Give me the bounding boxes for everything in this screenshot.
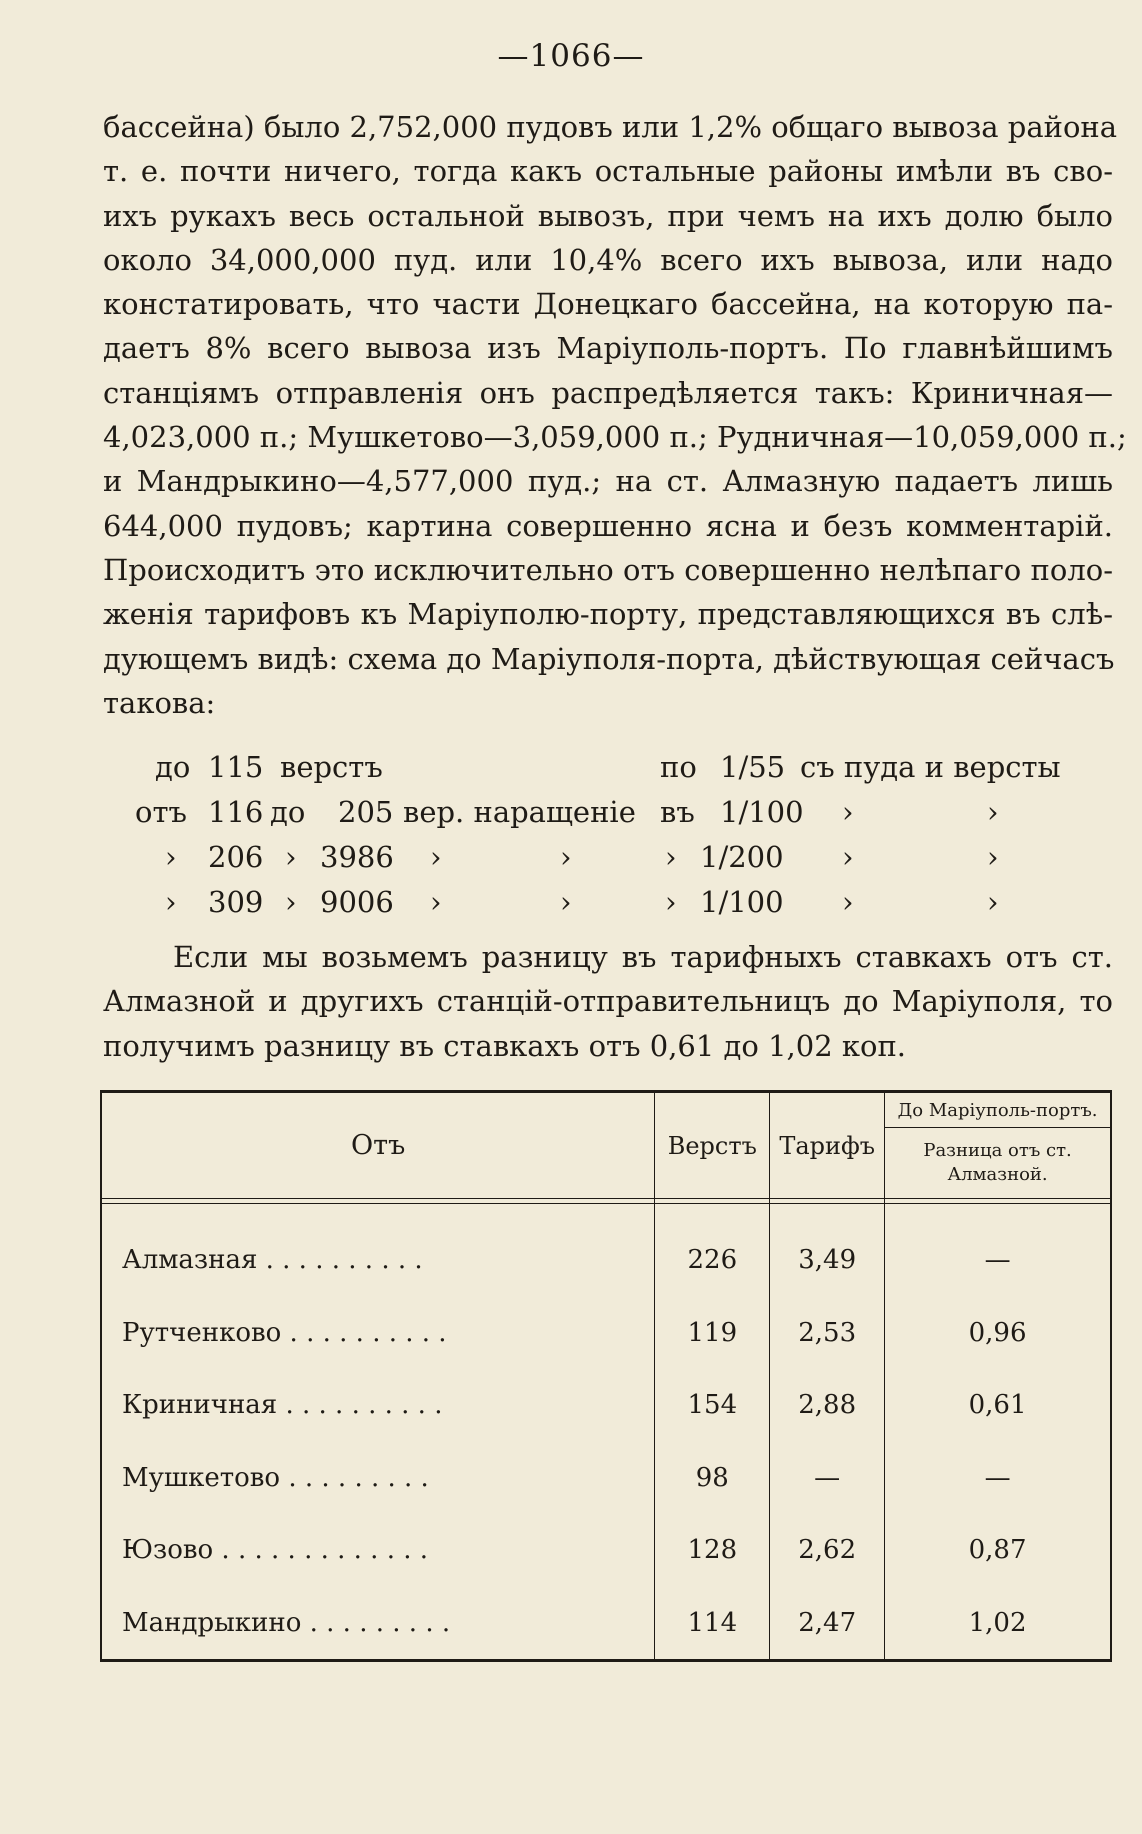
text-line: даетъ 8% всего вывоза изъ Маріуполь-портъ. По главнѣйшимъ <box>103 331 1113 366</box>
station-name: Алмазная <box>122 1245 258 1276</box>
schedule-cell: 206 <box>208 840 264 874</box>
table-row <box>101 1204 1111 1297</box>
text-line: 644,000 пудовъ; картина совершенно ясна и безъ комментарій. <box>103 508 1113 543</box>
station-cell <box>101 1297 655 1369</box>
diff-cell: 0,87 <box>885 1514 1111 1586</box>
text-line: Если мы возьмемъ разницу въ тарифныхъ ставкахъ отъ ст. <box>173 940 1113 974</box>
versts-cell: 119 <box>655 1297 770 1369</box>
text-line: дующемъ видѣ: схема до Маріуполя-порта, дѣйствующая сейчасъ <box>103 641 1115 676</box>
diff-cell: 0,61 <box>885 1369 1111 1441</box>
schedule-cell: съ пуда и версты <box>800 750 1061 784</box>
tariff-cell: 2,47 <box>770 1587 885 1661</box>
header-group: До Маріуполь-портъ. <box>885 1092 1111 1128</box>
schedule-cell: верстъ <box>280 750 383 784</box>
leader-dots: . . . . . . . . . . <box>281 1318 447 1349</box>
tariff-cell: 2,88 <box>770 1369 885 1441</box>
leader-dots: . . . . . . . . . . <box>257 1245 423 1276</box>
table-row <box>101 1369 1111 1441</box>
header-diff: Разница отъ ст. Алмазной. <box>885 1128 1111 1199</box>
station-cell <box>101 1442 655 1514</box>
station-name: Юзово <box>122 1535 214 1566</box>
schedule-cell: 1/100 <box>700 885 784 919</box>
schedule-cell: 3986 <box>320 840 394 874</box>
station-name: Мандрыкино <box>122 1607 302 1638</box>
schedule-cell: › <box>165 885 177 919</box>
schedule-cell: › <box>842 795 854 829</box>
schedule-cell: › <box>665 840 677 874</box>
leader-dots: . . . . . . . . . . . . . <box>213 1535 429 1566</box>
schedule-cell: до <box>155 750 191 784</box>
tariff-table <box>100 1090 1112 1662</box>
schedule-cell: › <box>430 885 442 919</box>
header-tariff: Тарифъ <box>770 1092 885 1199</box>
schedule-row <box>120 885 1110 929</box>
station-name: Мушкетово <box>122 1462 281 1493</box>
schedule-row <box>120 840 1110 884</box>
diff-cell: — <box>885 1204 1111 1297</box>
station-name: Криничная <box>122 1390 278 1421</box>
leader-dots: . . . . . . . . . <box>301 1607 451 1638</box>
text-line: такова: <box>103 685 216 720</box>
leader-dots: . . . . . . . . . . <box>277 1390 443 1421</box>
station-cell <box>101 1587 655 1661</box>
tariff-cell: — <box>770 1442 885 1514</box>
schedule-cell: вер. наращеніе <box>403 795 636 829</box>
table-row <box>101 1297 1111 1369</box>
text-line: ихъ рукахъ весь остальной вывозъ, при чемъ на ихъ долю было <box>103 198 1113 233</box>
versts-cell: 98 <box>655 1442 770 1514</box>
text-line: т. е. почти ничего, тогда какъ остальные районы имѣли въ сво- <box>103 154 1113 189</box>
station-cell <box>101 1369 655 1441</box>
table-row <box>101 1442 1111 1514</box>
tariff-cell: 2,62 <box>770 1514 885 1586</box>
schedule-cell: › <box>560 840 572 874</box>
schedule-cell: до <box>270 795 306 829</box>
paragraph-2 <box>103 935 1113 1068</box>
leader-dots: . . . . . . . . . <box>280 1462 429 1493</box>
text-line: женія тарифовъ къ Маріуполю-порту, представляющихся въ слѣ- <box>103 597 1113 632</box>
schedule-cell: 115 <box>208 750 264 784</box>
schedule-cell: 116 <box>208 795 264 829</box>
schedule-row <box>120 795 1110 839</box>
versts-cell: 154 <box>655 1369 770 1441</box>
schedule-row <box>120 750 1110 794</box>
schedule-cell: › <box>285 840 297 874</box>
schedule-cell: › <box>560 885 572 919</box>
paragraph-1 <box>103 105 1127 725</box>
schedule-cell: 1/200 <box>700 840 784 874</box>
diff-cell: — <box>885 1442 1111 1514</box>
text-line: Происходитъ это исключительно отъ совершенно нелѣпаго поло- <box>103 552 1113 587</box>
header-versts: Верстъ <box>655 1092 770 1199</box>
table-row <box>101 1514 1111 1586</box>
schedule-cell: отъ <box>135 795 187 829</box>
schedule-cell: › <box>842 885 854 919</box>
schedule-cell: › <box>430 840 442 874</box>
text-line: 4,023,000 п.; Мушкетово—3,059,000 п.; Рудничная—10,059,000 п.; <box>103 420 1127 455</box>
station-cell <box>101 1514 655 1586</box>
schedule-cell: 1/100 <box>720 795 804 829</box>
diff-cell: 1,02 <box>885 1587 1111 1661</box>
tariff-cell: 3,49 <box>770 1204 885 1297</box>
tariff-cell: 2,53 <box>770 1297 885 1369</box>
schedule-cell: 9006 <box>320 885 394 919</box>
versts-cell: 114 <box>655 1587 770 1661</box>
versts-cell: 128 <box>655 1514 770 1586</box>
header-from: Отъ <box>351 1130 406 1161</box>
schedule-cell: › <box>665 885 677 919</box>
text-line: получимъ разницу въ ставкахъ отъ 0,61 до 1,02 коп. <box>103 1028 907 1063</box>
page-number: —1066— <box>497 38 645 74</box>
text-line: бассейна) было 2,752,000 пудовъ или 1,2% общаго вывоза района <box>103 110 1118 144</box>
schedule-cell: въ <box>660 795 695 829</box>
schedule-cell: › <box>987 885 999 919</box>
schedule-cell: 205 <box>338 795 394 829</box>
table-row <box>101 1587 1111 1661</box>
schedule-cell: 1/55 <box>720 750 786 784</box>
station-cell <box>101 1204 655 1297</box>
text-line: Алмазной и другихъ станцій-отправительницъ до Маріуполя, то <box>103 984 1113 1019</box>
station-name: Рутченково <box>122 1318 282 1349</box>
schedule-cell: › <box>165 840 177 874</box>
text-line: станціямъ отправленія онъ распредѣляется такъ: Криничная— <box>103 375 1113 410</box>
text-line: и Мандрыкино—4,577,000 пуд.; на ст. Алмазную падаетъ лишь <box>103 464 1113 499</box>
schedule-cell: по <box>660 750 697 784</box>
schedule-cell: › <box>285 885 297 919</box>
schedule-cell: 309 <box>208 885 264 919</box>
schedule-cell: › <box>987 795 999 829</box>
text-line: констатировать, что части Донецкаго бассейна, на которую па- <box>103 287 1113 322</box>
schedule-cell: › <box>987 840 999 874</box>
text-line: около 34,000,000 пуд. или 10,4% всего ихъ вывоза, или надо <box>103 242 1113 277</box>
schedule-cell: › <box>842 840 854 874</box>
diff-cell: 0,96 <box>885 1297 1111 1369</box>
versts-cell: 226 <box>655 1204 770 1297</box>
